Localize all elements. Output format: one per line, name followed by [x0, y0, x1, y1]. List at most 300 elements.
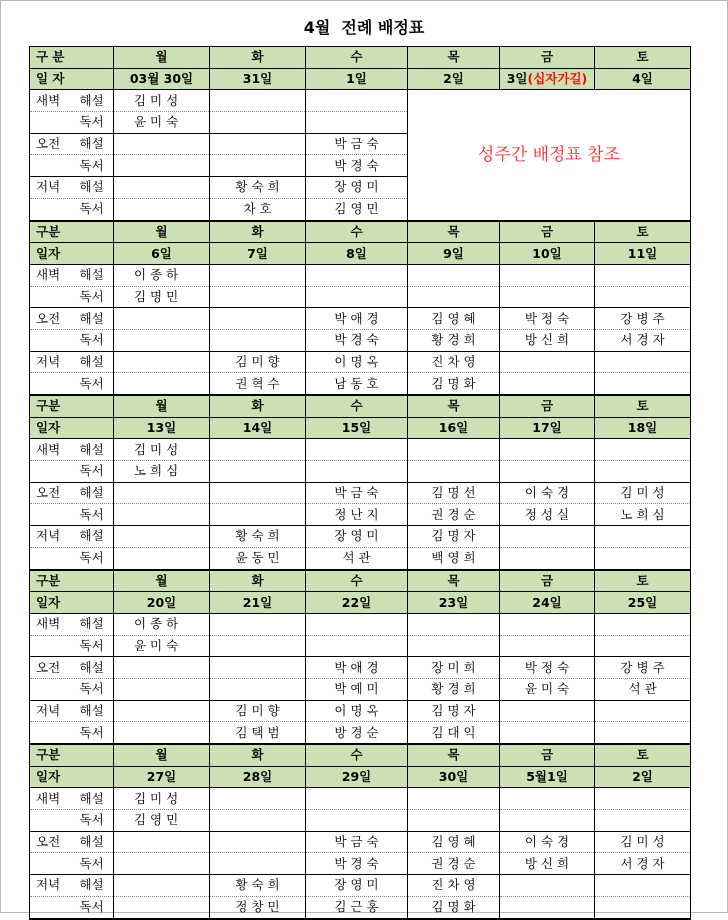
name-cell — [500, 875, 595, 897]
role-label: 독서 — [72, 373, 114, 395]
name-cell: 서 경 자 — [595, 329, 691, 351]
slot-blank — [30, 198, 72, 220]
week3-evening-reading-row — [30, 547, 691, 569]
name-cell — [210, 657, 306, 679]
name-cell: 김 영 혜 — [408, 831, 500, 853]
dow-cell: 금 — [500, 744, 595, 766]
name-cell — [114, 896, 210, 918]
ilja-spacer — [72, 243, 114, 265]
name-cell — [210, 853, 306, 875]
week5-dawn-commentary-row — [30, 788, 691, 810]
gubun-spacer — [72, 221, 114, 243]
role-label: 독서 — [72, 853, 114, 875]
dow-cell: 토 — [595, 47, 691, 69]
name-cell — [114, 678, 210, 700]
slot-label: 새벽 — [30, 90, 72, 112]
dow-cell: 월 — [114, 47, 210, 69]
name-cell: 서 경 자 — [595, 853, 691, 875]
name-cell: 정 창 민 — [210, 896, 306, 918]
name-cell: 황 숙 희 — [210, 177, 306, 199]
slot-label: 새벽 — [30, 788, 72, 810]
name-cell: 석 관 — [306, 547, 408, 569]
dow-cell: 금 — [500, 395, 595, 417]
name-cell: 김 명 자 — [408, 526, 500, 548]
name-cell — [210, 329, 306, 351]
slot-label: 저녁 — [30, 875, 72, 897]
week1-dawn-commentary-row — [30, 90, 691, 112]
name-cell — [306, 286, 408, 308]
week1-gubun-row — [30, 47, 691, 69]
week5-dawn-reading-row — [30, 810, 691, 832]
date-cell: 21일 — [210, 592, 306, 614]
name-cell — [210, 831, 306, 853]
name-cell — [500, 264, 595, 286]
slot-blank — [30, 722, 72, 744]
date-cell: 14일 — [210, 417, 306, 439]
date-cell: 15일 — [306, 417, 408, 439]
dow-cell: 금 — [500, 570, 595, 592]
dow-cell: 수 — [306, 570, 408, 592]
name-cell: 남 동 호 — [306, 373, 408, 395]
name-cell — [114, 722, 210, 744]
name-cell: 정 난 지 — [306, 504, 408, 526]
role-label: 해설 — [72, 482, 114, 504]
dow-cell: 토 — [595, 395, 691, 417]
week3-gubun-row — [30, 395, 691, 417]
date-cell: 6일 — [114, 243, 210, 265]
name-cell: 백 영 희 — [408, 547, 500, 569]
slot-blank — [30, 810, 72, 832]
name-cell: 방 신 희 — [500, 853, 595, 875]
ilja-spacer — [72, 417, 114, 439]
dow-cell: 목 — [408, 744, 500, 766]
dow-cell: 수 — [306, 47, 408, 69]
gubun-spacer — [72, 744, 114, 766]
date-cell: 1일 — [306, 68, 408, 90]
week3-date-row — [30, 417, 691, 439]
name-cell — [595, 461, 691, 483]
ilja-label: 일 자 — [30, 68, 72, 90]
date-cell: 2일 — [595, 766, 691, 788]
name-cell — [500, 810, 595, 832]
name-cell: 박 경 숙 — [306, 155, 408, 177]
name-cell: 김 근 홍 — [306, 896, 408, 918]
slot-label: 저녁 — [30, 700, 72, 722]
week2-dawn-reading-row — [30, 286, 691, 308]
name-cell: 방 경 순 — [306, 722, 408, 744]
dow-cell: 수 — [306, 395, 408, 417]
name-cell: 김 미 성 — [114, 90, 210, 112]
week2-evening-reading-row — [30, 373, 691, 395]
name-cell — [114, 351, 210, 373]
week2-date-row — [30, 243, 691, 265]
gubun-label: 구분 — [30, 221, 72, 243]
role-label: 해설 — [72, 90, 114, 112]
name-cell: 석 관 — [595, 678, 691, 700]
notice-cell: 성주간 배정표 참조 — [408, 90, 691, 221]
name-cell: 박 경 숙 — [306, 329, 408, 351]
name-cell: 장 영 미 — [306, 526, 408, 548]
name-cell: 장 미 희 — [408, 657, 500, 679]
role-label: 독서 — [72, 722, 114, 744]
name-cell — [595, 439, 691, 461]
name-cell — [595, 526, 691, 548]
name-cell: 김 명 민 — [114, 286, 210, 308]
role-label: 해설 — [72, 613, 114, 635]
name-cell: 박 애 경 — [306, 308, 408, 330]
week5-date-row — [30, 766, 691, 788]
name-cell — [500, 788, 595, 810]
date-cell: 5월1일 — [500, 766, 595, 788]
date-cell: 10일 — [500, 243, 595, 265]
gubun-label: 구 분 — [30, 47, 72, 69]
week2-morning-commentary-row — [30, 308, 691, 330]
role-label: 해설 — [72, 700, 114, 722]
slot-blank — [30, 461, 72, 483]
dow-cell: 화 — [210, 47, 306, 69]
slot-label: 오전 — [30, 482, 72, 504]
name-cell: 이 종 하 — [114, 264, 210, 286]
week4-gubun-row — [30, 570, 691, 592]
name-cell: 김 미 성 — [595, 831, 691, 853]
date-cell: 29일 — [306, 766, 408, 788]
name-cell: 진 차 영 — [408, 875, 500, 897]
name-cell — [210, 482, 306, 504]
slot-label: 새벽 — [30, 439, 72, 461]
role-label: 독서 — [72, 810, 114, 832]
name-cell — [114, 177, 210, 199]
slot-blank — [30, 853, 72, 875]
name-cell — [595, 264, 691, 286]
name-cell: 황 숙 희 — [210, 526, 306, 548]
name-cell — [114, 526, 210, 548]
slot-label: 새벽 — [30, 264, 72, 286]
name-cell — [595, 788, 691, 810]
name-cell — [408, 264, 500, 286]
name-cell: 권 혁 수 — [210, 373, 306, 395]
name-cell — [114, 308, 210, 330]
role-label: 해설 — [72, 264, 114, 286]
name-cell — [500, 373, 595, 395]
date-cell: 25일 — [595, 592, 691, 614]
name-cell — [114, 853, 210, 875]
role-label: 독서 — [72, 896, 114, 918]
name-cell: 박 경 숙 — [306, 853, 408, 875]
date-cell: 23일 — [408, 592, 500, 614]
role-label: 해설 — [72, 308, 114, 330]
name-cell — [306, 635, 408, 657]
name-cell — [500, 722, 595, 744]
name-cell — [114, 155, 210, 177]
dow-cell: 월 — [114, 395, 210, 417]
role-label: 독서 — [72, 198, 114, 220]
name-cell: 권 경 순 — [408, 853, 500, 875]
name-cell: 진 차 영 — [408, 351, 500, 373]
role-label: 독서 — [72, 635, 114, 657]
dow-cell: 금 — [500, 47, 595, 69]
week4-morning-reading-row — [30, 678, 691, 700]
name-cell — [210, 635, 306, 657]
date-cell — [500, 68, 595, 90]
name-cell: 박 정 숙 — [500, 308, 595, 330]
slot-blank — [30, 504, 72, 526]
date-cell: 13일 — [114, 417, 210, 439]
date-cell: 18일 — [595, 417, 691, 439]
slot-label: 저녁 — [30, 351, 72, 373]
name-cell — [408, 461, 500, 483]
date-cell: 16일 — [408, 417, 500, 439]
gubun-spacer — [72, 47, 114, 69]
week3-morning-reading-row — [30, 504, 691, 526]
name-cell — [500, 286, 595, 308]
name-cell: 이 종 하 — [114, 613, 210, 635]
name-cell: 강 병 주 — [595, 308, 691, 330]
name-cell — [408, 439, 500, 461]
name-cell — [210, 90, 306, 112]
name-cell — [500, 635, 595, 657]
name-cell — [595, 351, 691, 373]
week3-dawn-reading-row — [30, 461, 691, 483]
dow-cell: 화 — [210, 744, 306, 766]
role-label: 해설 — [72, 526, 114, 548]
name-cell: 노 희 심 — [114, 461, 210, 483]
date-cell: 2일 — [408, 68, 500, 90]
ilja-label: 일자 — [30, 417, 72, 439]
name-cell: 김 미 성 — [114, 439, 210, 461]
gubun-label: 구분 — [30, 744, 72, 766]
slot-blank — [30, 155, 72, 177]
name-cell — [114, 700, 210, 722]
role-label: 독서 — [72, 329, 114, 351]
name-cell: 이 명 옥 — [306, 351, 408, 373]
name-cell — [500, 526, 595, 548]
name-cell — [408, 635, 500, 657]
dow-cell: 월 — [114, 221, 210, 243]
name-cell: 윤 미 숙 — [500, 678, 595, 700]
name-cell: 김 영 혜 — [408, 308, 500, 330]
name-cell: 박 금 숙 — [306, 482, 408, 504]
date-cell: 22일 — [306, 592, 408, 614]
name-cell: 김 미 향 — [210, 351, 306, 373]
date-cell: 28일 — [210, 766, 306, 788]
dow-cell: 토 — [595, 744, 691, 766]
name-cell — [114, 547, 210, 569]
ilja-label: 일자 — [30, 592, 72, 614]
name-cell: 윤 미 숙 — [114, 112, 210, 134]
name-cell — [595, 373, 691, 395]
name-cell — [210, 613, 306, 635]
date-cell: 27일 — [114, 766, 210, 788]
role-label: 독서 — [72, 678, 114, 700]
date-note: (십자가길) — [527, 71, 588, 87]
name-cell — [210, 112, 306, 134]
date-cell: 4일 — [595, 68, 691, 90]
dow-cell: 토 — [595, 570, 691, 592]
date-cell: 8일 — [306, 243, 408, 265]
name-cell: 강 병 주 — [595, 657, 691, 679]
name-cell — [500, 613, 595, 635]
name-cell — [595, 810, 691, 832]
name-cell — [595, 700, 691, 722]
dow-cell: 수 — [306, 744, 408, 766]
week1-date-row — [30, 68, 691, 90]
name-cell — [306, 90, 408, 112]
slot-blank — [30, 896, 72, 918]
name-cell — [500, 439, 595, 461]
schedule-table — [29, 46, 691, 920]
name-cell — [210, 155, 306, 177]
name-cell — [210, 788, 306, 810]
slot-label: 오전 — [30, 657, 72, 679]
name-cell: 김 택 범 — [210, 722, 306, 744]
name-cell — [210, 308, 306, 330]
name-cell — [306, 810, 408, 832]
slot-label: 저녁 — [30, 526, 72, 548]
name-cell — [114, 482, 210, 504]
name-cell — [210, 133, 306, 155]
dow-cell: 토 — [595, 221, 691, 243]
slot-blank — [30, 547, 72, 569]
gubun-spacer — [72, 395, 114, 417]
name-cell — [114, 657, 210, 679]
slot-blank — [30, 678, 72, 700]
name-cell: 이 명 옥 — [306, 700, 408, 722]
ilja-spacer — [72, 592, 114, 614]
date-cell: 03월 30일 — [114, 68, 210, 90]
role-label: 해설 — [72, 831, 114, 853]
name-cell: 이 숙 경 — [500, 482, 595, 504]
week2-dawn-commentary-row — [30, 264, 691, 286]
slot-label: 오전 — [30, 133, 72, 155]
week3-morning-commentary-row — [30, 482, 691, 504]
role-label: 해설 — [72, 351, 114, 373]
dow-cell: 월 — [114, 744, 210, 766]
name-cell — [306, 613, 408, 635]
role-label: 독서 — [72, 461, 114, 483]
week4-dawn-commentary-row — [30, 613, 691, 635]
name-cell — [210, 504, 306, 526]
name-cell — [595, 286, 691, 308]
name-cell: 노 희 심 — [595, 504, 691, 526]
week5-evening-reading-row — [30, 896, 691, 918]
name-cell: 이 숙 경 — [500, 831, 595, 853]
name-cell: 박 금 숙 — [306, 831, 408, 853]
slot-blank — [30, 329, 72, 351]
name-cell: 김 대 익 — [408, 722, 500, 744]
page-title: 4월 전례 배정표 — [303, 18, 425, 37]
role-label: 독서 — [72, 504, 114, 526]
week2-evening-commentary-row — [30, 351, 691, 373]
ilja-label: 일자 — [30, 243, 72, 265]
role-label: 독서 — [72, 112, 114, 134]
ilja-spacer — [72, 766, 114, 788]
dow-cell: 수 — [306, 221, 408, 243]
week3-dawn-commentary-row — [30, 439, 691, 461]
slot-blank — [30, 635, 72, 657]
name-cell: 김 미 성 — [595, 482, 691, 504]
week5-gubun-row — [30, 744, 691, 766]
name-cell: 김 명 화 — [408, 373, 500, 395]
name-cell: 황 경 희 — [408, 678, 500, 700]
name-cell: 김 명 화 — [408, 896, 500, 918]
name-cell — [595, 547, 691, 569]
role-label: 해설 — [72, 657, 114, 679]
name-cell: 김 영 민 — [114, 810, 210, 832]
name-cell — [408, 613, 500, 635]
name-cell — [408, 286, 500, 308]
name-cell — [114, 133, 210, 155]
name-cell — [210, 439, 306, 461]
week4-date-row — [30, 592, 691, 614]
gubun-label: 구분 — [30, 570, 72, 592]
name-cell: 박 애 경 — [306, 657, 408, 679]
slot-label: 저녁 — [30, 177, 72, 199]
name-cell: 황 경 희 — [408, 329, 500, 351]
week5-morning-reading-row — [30, 853, 691, 875]
role-label: 독서 — [72, 547, 114, 569]
week4-dawn-reading-row — [30, 635, 691, 657]
date-cell: 30일 — [408, 766, 500, 788]
role-label: 해설 — [72, 875, 114, 897]
slot-label: 새벽 — [30, 613, 72, 635]
date-cell: 24일 — [500, 592, 595, 614]
name-cell — [595, 875, 691, 897]
week4-morning-commentary-row — [30, 657, 691, 679]
name-cell: 정 성 실 — [500, 504, 595, 526]
dow-cell: 월 — [114, 570, 210, 592]
name-cell: 장 영 미 — [306, 875, 408, 897]
name-cell — [595, 896, 691, 918]
name-cell: 김 명 선 — [408, 482, 500, 504]
name-cell: 박 예 미 — [306, 678, 408, 700]
name-cell — [114, 329, 210, 351]
role-label: 해설 — [72, 177, 114, 199]
week5-morning-commentary-row — [30, 831, 691, 853]
name-cell: 황 숙 희 — [210, 875, 306, 897]
name-cell: 김 미 향 — [210, 700, 306, 722]
slot-label: 오전 — [30, 831, 72, 853]
name-cell — [595, 722, 691, 744]
week2-gubun-row — [30, 221, 691, 243]
week3-evening-commentary-row — [30, 526, 691, 548]
role-label: 해설 — [72, 439, 114, 461]
name-cell: 김 명 자 — [408, 700, 500, 722]
gubun-spacer — [72, 570, 114, 592]
date-cell: 20일 — [114, 592, 210, 614]
name-cell — [114, 198, 210, 220]
dow-cell: 목 — [408, 395, 500, 417]
name-cell — [114, 831, 210, 853]
dow-cell: 화 — [210, 395, 306, 417]
name-cell: 차 호 — [210, 198, 306, 220]
name-cell — [210, 810, 306, 832]
name-cell — [408, 810, 500, 832]
slot-label: 오전 — [30, 308, 72, 330]
name-cell: 윤 미 숙 — [114, 635, 210, 657]
name-cell — [500, 896, 595, 918]
name-cell — [210, 264, 306, 286]
role-label: 독서 — [72, 155, 114, 177]
week4-evening-commentary-row — [30, 700, 691, 722]
dow-cell: 금 — [500, 221, 595, 243]
name-cell — [500, 700, 595, 722]
name-cell: 박 금 숙 — [306, 133, 408, 155]
name-cell — [500, 351, 595, 373]
date-cell: 7일 — [210, 243, 306, 265]
name-cell — [595, 613, 691, 635]
name-cell: 김 영 민 — [306, 198, 408, 220]
name-cell — [306, 439, 408, 461]
